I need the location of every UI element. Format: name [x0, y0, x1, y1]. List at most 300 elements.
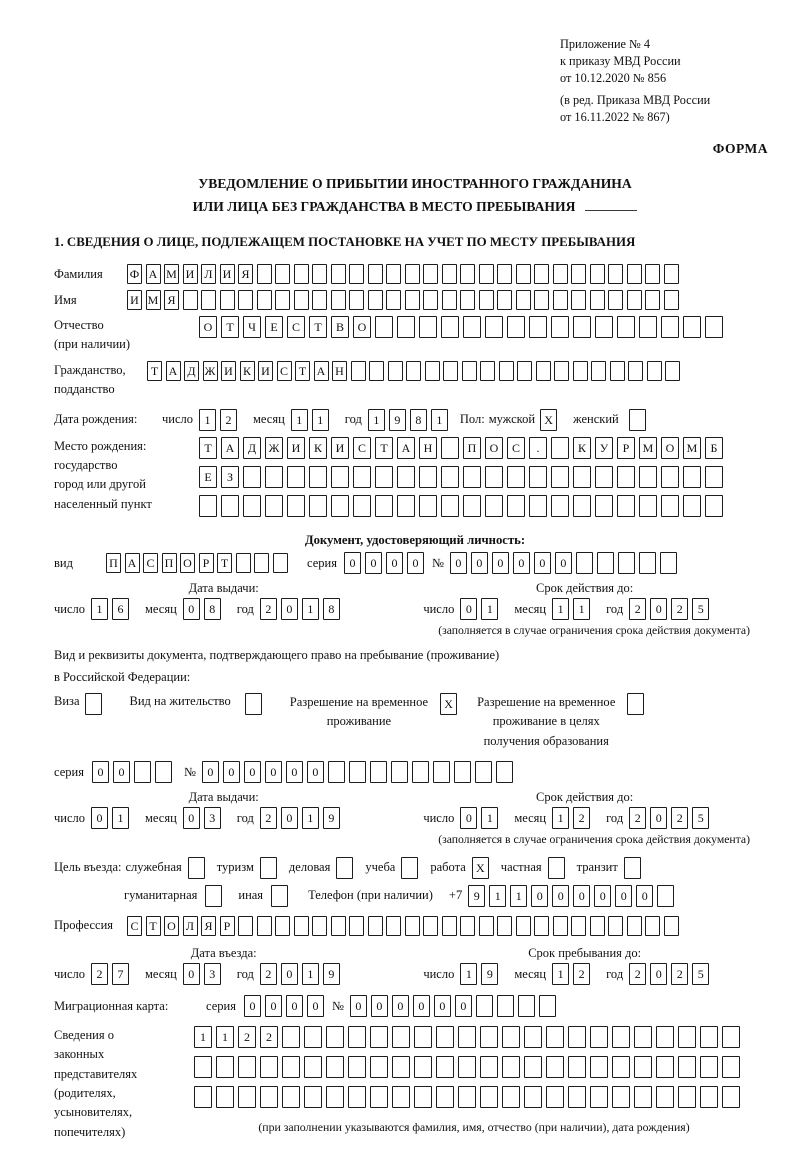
birth-place-cell[interactable]	[309, 495, 327, 517]
citizenship-cell[interactable]: А	[314, 361, 329, 381]
name-cell[interactable]	[627, 290, 642, 310]
doc-kind-cell[interactable]: П	[106, 553, 121, 573]
doc-series-cell[interactable]: 0	[407, 552, 424, 574]
profession-cell[interactable]	[534, 916, 549, 936]
surname-cell[interactable]	[590, 264, 605, 284]
name-cell[interactable]	[479, 290, 494, 310]
birth-place-cell[interactable]	[463, 495, 481, 517]
visa-checkbox-cell[interactable]	[85, 693, 102, 715]
doc-kind-cell[interactable]: А	[125, 553, 140, 573]
migration-number-cell[interactable]: 0	[434, 995, 451, 1017]
name-cell[interactable]	[220, 290, 235, 310]
birth-place-cell[interactable]	[551, 466, 569, 488]
doc-number-cell[interactable]: 0	[492, 552, 509, 574]
birth-place-cell[interactable]: О	[485, 437, 503, 459]
citizenship-cell[interactable]: Т	[147, 361, 162, 381]
birth-place-cell[interactable]	[221, 495, 239, 517]
doc-kind-cell[interactable]: Р	[199, 553, 214, 573]
representative-cell[interactable]	[502, 1026, 520, 1048]
profession-cell[interactable]	[331, 916, 346, 936]
phone-cell[interactable]: 0	[615, 885, 632, 907]
temp-permit-checkbox-cell[interactable]: X	[440, 693, 457, 715]
migration-number-cell[interactable]: 0	[392, 995, 409, 1017]
birth-place-cell[interactable]: Т	[375, 437, 393, 459]
patronymic-cell[interactable]	[705, 316, 723, 338]
representative-cell[interactable]	[546, 1026, 564, 1048]
entry-year-cell[interactable]: 2	[260, 963, 277, 985]
name-cell[interactable]	[571, 290, 586, 310]
migration-series-cell[interactable]: 0	[286, 995, 303, 1017]
birth-place-cell[interactable]	[661, 466, 679, 488]
permit-number-cell[interactable]	[433, 761, 450, 783]
birth-place-cell[interactable]: А	[397, 437, 415, 459]
representative-cell[interactable]	[480, 1056, 498, 1078]
birth-place-cell[interactable]	[617, 495, 635, 517]
permit-number-cell[interactable]: 0	[202, 761, 219, 783]
permit-number-cell[interactable]	[391, 761, 408, 783]
migration-number-cell[interactable]	[518, 995, 535, 1017]
name-cell[interactable]	[275, 290, 290, 310]
representative-cell[interactable]	[590, 1026, 608, 1048]
surname-cell[interactable]: И	[220, 264, 235, 284]
name-cell[interactable]	[331, 290, 346, 310]
representative-cell[interactable]	[590, 1086, 608, 1108]
representative-cell[interactable]	[414, 1086, 432, 1108]
patronymic-cell[interactable]	[463, 316, 481, 338]
representative-cell[interactable]	[700, 1086, 718, 1108]
permit-number-cell[interactable]	[475, 761, 492, 783]
surname-cell[interactable]	[349, 264, 364, 284]
representative-cell[interactable]	[260, 1056, 278, 1078]
citizenship-cell[interactable]	[591, 361, 606, 381]
permit-number-cell[interactable]	[454, 761, 471, 783]
birth-place-cell[interactable]	[243, 495, 261, 517]
birth-year-cell[interactable]: 1	[431, 409, 448, 431]
representative-cell[interactable]	[612, 1026, 630, 1048]
name-cell[interactable]	[497, 290, 512, 310]
doc-kind-cell[interactable]	[236, 553, 251, 573]
issue-year-cell[interactable]: 2	[260, 598, 277, 620]
patronymic-cell[interactable]: Т	[309, 316, 327, 338]
doc-series-cell[interactable]: 0	[344, 552, 361, 574]
patronymic-cell[interactable]: О	[199, 316, 217, 338]
birth-place-cell[interactable]	[265, 466, 283, 488]
name-cell[interactable]: М	[146, 290, 161, 310]
citizenship-cell[interactable]	[388, 361, 403, 381]
representative-cell[interactable]	[502, 1086, 520, 1108]
phone-cell[interactable]: 1	[510, 885, 527, 907]
surname-cell[interactable]	[386, 264, 401, 284]
permit-issue-month-cell[interactable]: 0	[183, 807, 200, 829]
doc-number-cell[interactable]	[639, 552, 656, 574]
representative-cell[interactable]	[260, 1086, 278, 1108]
birth-place-cell[interactable]	[419, 495, 437, 517]
doc-kind-cell[interactable]: О	[180, 553, 195, 573]
citizenship-cell[interactable]	[462, 361, 477, 381]
doc-number-cell[interactable]	[597, 552, 614, 574]
representative-cell[interactable]	[282, 1086, 300, 1108]
name-cell[interactable]: Я	[164, 290, 179, 310]
birth-place-cell[interactable]: Н	[419, 437, 437, 459]
doc-kind-cell[interactable]	[254, 553, 269, 573]
representative-cell[interactable]	[634, 1026, 652, 1048]
humanitarian-checkbox-cell[interactable]	[205, 885, 222, 907]
name-cell[interactable]	[664, 290, 679, 310]
entry-month-cell[interactable]: 0	[183, 963, 200, 985]
surname-cell[interactable]	[423, 264, 438, 284]
name-cell[interactable]	[590, 290, 605, 310]
valid-month-cell[interactable]: 1	[573, 598, 590, 620]
birth-place-cell[interactable]	[683, 495, 701, 517]
birth-place-cell[interactable]: И	[331, 437, 349, 459]
birth-place-cell[interactable]: И	[287, 437, 305, 459]
profession-cell[interactable]	[275, 916, 290, 936]
representative-cell[interactable]	[458, 1026, 476, 1048]
surname-cell[interactable]	[442, 264, 457, 284]
permit-number-cell[interactable]	[349, 761, 366, 783]
representative-cell[interactable]	[524, 1056, 542, 1078]
representative-cell[interactable]	[348, 1086, 366, 1108]
representative-cell[interactable]	[348, 1026, 366, 1048]
doc-series-cell[interactable]: 0	[386, 552, 403, 574]
representative-cell[interactable]	[722, 1086, 740, 1108]
doc-number-cell[interactable]: 0	[450, 552, 467, 574]
issue-year-cell[interactable]: 0	[281, 598, 298, 620]
profession-cell[interactable]	[571, 916, 586, 936]
representative-cell[interactable]	[304, 1026, 322, 1048]
surname-cell[interactable]	[664, 264, 679, 284]
study-checkbox-cell[interactable]	[401, 857, 418, 879]
representative-cell[interactable]	[370, 1026, 388, 1048]
birth-place-cell[interactable]	[397, 495, 415, 517]
profession-cell[interactable]	[664, 916, 679, 936]
representative-cell[interactable]	[634, 1056, 652, 1078]
permit-valid-month-cell[interactable]: 1	[552, 807, 569, 829]
stay-year-cell[interactable]: 2	[629, 963, 646, 985]
issue-year-cell[interactable]: 8	[323, 598, 340, 620]
doc-number-cell[interactable]	[660, 552, 677, 574]
name-cell[interactable]	[386, 290, 401, 310]
permit-number-cell[interactable]	[496, 761, 513, 783]
entry-year-cell[interactable]: 9	[323, 963, 340, 985]
name-cell[interactable]	[460, 290, 475, 310]
migration-number-cell[interactable]: 0	[455, 995, 472, 1017]
birth-place-cell[interactable]	[331, 495, 349, 517]
name-cell[interactable]	[257, 290, 272, 310]
representative-cell[interactable]: 2	[238, 1026, 256, 1048]
permit-series-cell[interactable]	[134, 761, 151, 783]
representative-cell[interactable]: 1	[216, 1026, 234, 1048]
permit-issue-day-cell[interactable]: 1	[112, 807, 129, 829]
representative-cell[interactable]	[414, 1026, 432, 1048]
representative-cell[interactable]	[722, 1026, 740, 1048]
birth-place-cell[interactable]	[287, 466, 305, 488]
birth-place-cell[interactable]: П	[463, 437, 481, 459]
surname-cell[interactable]: Ф	[127, 264, 142, 284]
birth-place-cell[interactable]	[639, 495, 657, 517]
citizenship-cell[interactable]: К	[240, 361, 255, 381]
surname-cell[interactable]	[534, 264, 549, 284]
birth-place-cell[interactable]	[353, 466, 371, 488]
permit-number-cell[interactable]	[412, 761, 429, 783]
entry-year-cell[interactable]: 1	[302, 963, 319, 985]
patronymic-cell[interactable]	[683, 316, 701, 338]
stay-year-cell[interactable]: 5	[692, 963, 709, 985]
citizenship-cell[interactable]	[425, 361, 440, 381]
residence-checkbox-cell[interactable]	[245, 693, 262, 715]
birth-place-cell[interactable]	[485, 466, 503, 488]
doc-number-cell[interactable]: 0	[534, 552, 551, 574]
surname-cell[interactable]	[497, 264, 512, 284]
citizenship-cell[interactable]	[610, 361, 625, 381]
doc-kind-cell[interactable]: Т	[217, 553, 232, 573]
birth-place-cell[interactable]: М	[639, 437, 657, 459]
representative-cell[interactable]	[502, 1056, 520, 1078]
doc-number-cell[interactable]: 0	[471, 552, 488, 574]
profession-cell[interactable]: Я	[201, 916, 216, 936]
birth-place-cell[interactable]: .	[529, 437, 547, 459]
name-cell[interactable]	[183, 290, 198, 310]
representative-cell[interactable]	[656, 1086, 674, 1108]
migration-number-cell[interactable]	[539, 995, 556, 1017]
representative-cell[interactable]	[480, 1026, 498, 1048]
permit-valid-year-cell[interactable]: 2	[629, 807, 646, 829]
birth-place-cell[interactable]: С	[353, 437, 371, 459]
profession-cell[interactable]	[405, 916, 420, 936]
profession-cell[interactable]	[423, 916, 438, 936]
surname-cell[interactable]	[294, 264, 309, 284]
representative-cell[interactable]	[678, 1086, 696, 1108]
migration-series-cell[interactable]: 0	[265, 995, 282, 1017]
surname-cell[interactable]	[553, 264, 568, 284]
representative-cell[interactable]	[678, 1056, 696, 1078]
permit-number-cell[interactable]: 0	[265, 761, 282, 783]
representative-cell[interactable]	[458, 1056, 476, 1078]
birth-place-cell[interactable]	[419, 466, 437, 488]
representative-cell[interactable]	[590, 1056, 608, 1078]
official-checkbox-cell[interactable]	[188, 857, 205, 879]
female-checkbox-cell[interactable]	[629, 409, 646, 431]
birth-place-cell[interactable]	[573, 495, 591, 517]
permit-number-cell[interactable]	[370, 761, 387, 783]
representative-cell[interactable]	[326, 1026, 344, 1048]
representative-cell[interactable]	[282, 1026, 300, 1048]
permit-number-cell[interactable]: 0	[223, 761, 240, 783]
patronymic-cell[interactable]: С	[287, 316, 305, 338]
representative-cell[interactable]	[480, 1086, 498, 1108]
name-cell[interactable]: И	[127, 290, 142, 310]
representative-cell[interactable]	[568, 1086, 586, 1108]
profession-cell[interactable]	[442, 916, 457, 936]
valid-year-cell[interactable]: 5	[692, 598, 709, 620]
birth-place-cell[interactable]: З	[221, 466, 239, 488]
profession-cell[interactable]	[257, 916, 272, 936]
birth-place-cell[interactable]	[617, 466, 635, 488]
permit-issue-month-cell[interactable]: 3	[204, 807, 221, 829]
birth-year-cell[interactable]: 8	[410, 409, 427, 431]
representative-cell[interactable]	[722, 1056, 740, 1078]
citizenship-cell[interactable]	[647, 361, 662, 381]
valid-year-cell[interactable]: 2	[671, 598, 688, 620]
migration-number-cell[interactable]: 0	[413, 995, 430, 1017]
birth-place-cell[interactable]	[529, 495, 547, 517]
representative-cell[interactable]	[656, 1056, 674, 1078]
representative-cell[interactable]	[700, 1026, 718, 1048]
representative-cell[interactable]	[700, 1056, 718, 1078]
profession-cell[interactable]	[553, 916, 568, 936]
doc-kind-cell[interactable]: П	[162, 553, 177, 573]
migration-series-cell[interactable]: 0	[244, 995, 261, 1017]
birth-place-cell[interactable]	[507, 495, 525, 517]
name-cell[interactable]	[294, 290, 309, 310]
issue-year-cell[interactable]: 1	[302, 598, 319, 620]
citizenship-cell[interactable]: Н	[332, 361, 347, 381]
birth-day-cell[interactable]: 1	[199, 409, 216, 431]
patronymic-cell[interactable]	[573, 316, 591, 338]
stay-day-cell[interactable]: 9	[481, 963, 498, 985]
representative-cell[interactable]	[392, 1026, 410, 1048]
surname-cell[interactable]	[479, 264, 494, 284]
birth-month-cell[interactable]: 1	[291, 409, 308, 431]
surname-cell[interactable]	[257, 264, 272, 284]
citizenship-cell[interactable]	[480, 361, 495, 381]
profession-cell[interactable]	[294, 916, 309, 936]
birth-year-cell[interactable]: 9	[389, 409, 406, 431]
birth-place-cell[interactable]	[375, 495, 393, 517]
surname-cell[interactable]	[627, 264, 642, 284]
representative-cell[interactable]	[326, 1056, 344, 1078]
birth-place-cell[interactable]	[683, 466, 701, 488]
representative-cell[interactable]	[348, 1056, 366, 1078]
patronymic-cell[interactable]	[617, 316, 635, 338]
profession-cell[interactable]: Т	[146, 916, 161, 936]
birth-place-cell[interactable]	[331, 466, 349, 488]
patronymic-cell[interactable]	[661, 316, 679, 338]
name-cell[interactable]	[423, 290, 438, 310]
name-cell[interactable]	[645, 290, 660, 310]
representative-cell[interactable]	[634, 1086, 652, 1108]
birth-place-cell[interactable]	[595, 495, 613, 517]
surname-cell[interactable]	[645, 264, 660, 284]
surname-cell[interactable]	[275, 264, 290, 284]
permit-valid-year-cell[interactable]: 2	[671, 807, 688, 829]
citizenship-cell[interactable]	[573, 361, 588, 381]
birth-place-cell[interactable]: С	[507, 437, 525, 459]
profession-cell[interactable]	[368, 916, 383, 936]
valid-day-cell[interactable]: 0	[460, 598, 477, 620]
valid-year-cell[interactable]: 2	[629, 598, 646, 620]
birth-place-cell[interactable]: Б	[705, 437, 723, 459]
representative-cell[interactable]	[392, 1056, 410, 1078]
patronymic-cell[interactable]	[397, 316, 415, 338]
entry-month-cell[interactable]: 3	[204, 963, 221, 985]
edu-permit-checkbox-cell[interactable]	[627, 693, 644, 715]
representative-cell[interactable]	[546, 1086, 564, 1108]
entry-year-cell[interactable]: 0	[281, 963, 298, 985]
birth-place-cell[interactable]: Т	[199, 437, 217, 459]
representative-cell[interactable]	[524, 1026, 542, 1048]
permit-issue-year-cell[interactable]: 1	[302, 807, 319, 829]
migration-number-cell[interactable]	[497, 995, 514, 1017]
permit-valid-month-cell[interactable]: 2	[573, 807, 590, 829]
surname-cell[interactable]	[608, 264, 623, 284]
representative-cell[interactable]	[546, 1056, 564, 1078]
representative-cell[interactable]	[414, 1056, 432, 1078]
representative-cell[interactable]	[568, 1026, 586, 1048]
representative-cell[interactable]	[612, 1056, 630, 1078]
doc-kind-cell[interactable]	[273, 553, 288, 573]
doc-kind-cell[interactable]: С	[143, 553, 158, 573]
stay-month-cell[interactable]: 2	[573, 963, 590, 985]
phone-cell[interactable]: 0	[531, 885, 548, 907]
citizenship-cell[interactable]: Ж	[203, 361, 218, 381]
surname-cell[interactable]	[331, 264, 346, 284]
citizenship-cell[interactable]	[517, 361, 532, 381]
name-cell[interactable]	[201, 290, 216, 310]
permit-number-cell[interactable]: 0	[244, 761, 261, 783]
surname-cell[interactable]	[405, 264, 420, 284]
phone-cell[interactable]	[657, 885, 674, 907]
profession-cell[interactable]	[238, 916, 253, 936]
permit-number-cell[interactable]: 0	[307, 761, 324, 783]
birth-place-cell[interactable]	[595, 466, 613, 488]
birth-month-cell[interactable]: 1	[312, 409, 329, 431]
phone-cell[interactable]: 0	[573, 885, 590, 907]
phone-cell[interactable]: 0	[552, 885, 569, 907]
birth-place-cell[interactable]	[243, 466, 261, 488]
issue-day-cell[interactable]: 6	[112, 598, 129, 620]
profession-cell[interactable]	[497, 916, 512, 936]
patronymic-cell[interactable]	[419, 316, 437, 338]
birth-place-cell[interactable]	[485, 495, 503, 517]
representative-cell[interactable]	[370, 1056, 388, 1078]
phone-cell[interactable]: 0	[636, 885, 653, 907]
birth-place-cell[interactable]	[441, 437, 459, 459]
profession-cell[interactable]	[312, 916, 327, 936]
surname-cell[interactable]: Л	[201, 264, 216, 284]
citizenship-cell[interactable]: И	[221, 361, 236, 381]
birth-place-cell[interactable]: У	[595, 437, 613, 459]
citizenship-cell[interactable]	[351, 361, 366, 381]
patronymic-cell[interactable]: Е	[265, 316, 283, 338]
permit-number-cell[interactable]	[328, 761, 345, 783]
entry-day-cell[interactable]: 7	[112, 963, 129, 985]
birth-place-cell[interactable]	[551, 437, 569, 459]
permit-series-cell[interactable]: 0	[113, 761, 130, 783]
citizenship-cell[interactable]	[369, 361, 384, 381]
birth-place-cell[interactable]: А	[221, 437, 239, 459]
birth-place-cell[interactable]	[573, 466, 591, 488]
permit-issue-year-cell[interactable]: 9	[323, 807, 340, 829]
doc-number-cell[interactable]	[576, 552, 593, 574]
permit-valid-day-cell[interactable]: 1	[481, 807, 498, 829]
birth-place-cell[interactable]: К	[573, 437, 591, 459]
transit-checkbox-cell[interactable]	[624, 857, 641, 879]
profession-cell[interactable]	[645, 916, 660, 936]
representative-cell[interactable]	[282, 1056, 300, 1078]
birth-place-cell[interactable]	[529, 466, 547, 488]
birth-place-cell[interactable]: Ж	[265, 437, 283, 459]
patronymic-cell[interactable]: О	[353, 316, 371, 338]
birth-place-cell[interactable]: Р	[617, 437, 635, 459]
surname-cell[interactable]	[460, 264, 475, 284]
profession-cell[interactable]: Л	[183, 916, 198, 936]
doc-series-cell[interactable]: 0	[365, 552, 382, 574]
representative-cell[interactable]	[678, 1026, 696, 1048]
stay-month-cell[interactable]: 1	[552, 963, 569, 985]
birth-place-cell[interactable]	[639, 466, 657, 488]
representative-cell[interactable]	[194, 1056, 212, 1078]
